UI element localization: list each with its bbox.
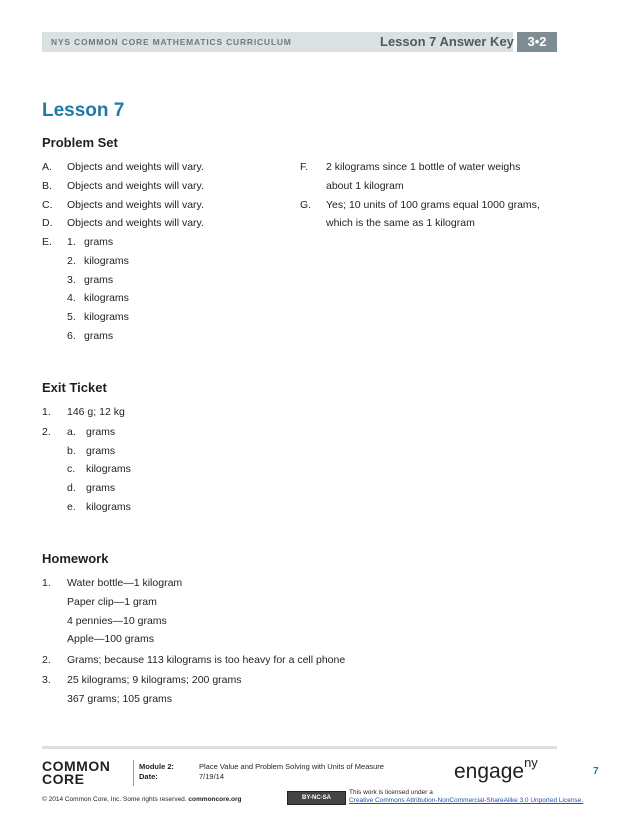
answer-key-title: Lesson 7 Answer Key [380,34,514,49]
sub-item-letter: c. [67,463,76,475]
sub-item-text: kilograms [84,255,129,267]
item-label: G. [300,199,312,211]
module-value: Place Value and Problem Solving with Units of Measure [199,762,384,771]
sub-item-letter: e. [67,501,76,513]
sub-item-text: grams [86,445,116,457]
sub-item-number: 5. [67,311,76,323]
curriculum-title: NYS COMMON CORE MATHEMATICS CURRICULUM [51,37,292,47]
date-label: Date: [139,772,158,781]
sub-item-text: kilograms [84,311,129,323]
sub-item-text: kilograms [86,501,131,513]
item-text: Grams; because 113 kilograms is too heavy for a cell phone [67,654,346,666]
lesson-title: Lesson 7 [42,100,125,121]
item-text: 25 kilograms; 9 kilograms; 200 grams [67,674,242,686]
sub-item-text: kilograms [84,292,129,304]
engage-sup: ny [524,755,538,770]
sub-item-text: grams [84,236,114,248]
item-text: Water bottle—1 kilogram [67,577,183,589]
sub-item-text: grams [84,274,114,286]
item-text: which is the same as 1 kilogram [326,217,475,229]
item-text: Objects and weights will vary. [67,161,204,173]
homework-title: Homework [42,551,109,566]
license-line-1: This work is licensed under a [349,789,433,796]
item-label: E. [42,236,52,248]
sub-item-text: grams [86,426,116,438]
sub-item-text: grams [84,330,114,342]
footer-divider [133,760,134,786]
license-block [349,789,583,805]
sub-item-number: 3. [67,274,76,286]
item-label: D. [42,217,53,229]
item-text: Paper clip—1 gram [67,596,157,608]
sub-item-text: grams [86,482,116,494]
engage-text: engage [454,760,525,783]
logo-line-1: COMMON [42,758,111,774]
problem-set-title: Problem Set [42,135,118,150]
item-text: Apple—100 grams [67,633,154,645]
item-label: 1. [42,577,51,589]
item-label: 2. [42,426,51,438]
item-text: Objects and weights will vary. [67,217,204,229]
grade-module-badge: 3•2 [517,32,557,52]
common-core-logo [42,760,110,786]
footer-rule [42,746,557,749]
item-text: Yes; 10 units of 100 grams equal 1000 grams, [326,199,540,211]
item-label: 1. [42,406,51,418]
sub-item-number: 2. [67,255,76,267]
item-text: Objects and weights will vary. [67,180,204,192]
item-text: 367 grams; 105 grams [67,693,173,705]
item-text: 2 kilograms since 1 bottle of water weighs [326,161,521,173]
sub-item-letter: d. [67,482,76,494]
item-label: A. [42,161,52,173]
sub-item-letter: b. [67,445,76,457]
item-text: Objects and weights will vary. [67,199,204,211]
cc-license-badge[interactable]: BY-NC-SA [287,791,346,805]
item-label: C. [42,199,53,211]
module-label: Module 2: [139,762,174,771]
copyright-site: commoncore.org [188,796,242,803]
sub-item-letter: a. [67,426,76,438]
page-number: 7 [593,766,599,777]
engageny-logo [454,755,538,784]
sub-item-number: 1. [67,236,76,248]
sub-item-text: kilograms [86,463,131,475]
copyright-line [42,795,242,804]
sub-item-number: 6. [67,330,76,342]
item-text: about 1 kilogram [326,180,404,192]
logo-line-2: CORE [42,771,85,787]
item-label: B. [42,180,52,192]
item-text: 146 g; 12 kg [67,406,125,418]
item-label: 2. [42,654,51,666]
date-value: 7/19/14 [199,772,225,781]
item-label: 3. [42,674,51,686]
item-text: 4 pennies—10 grams [67,615,167,627]
sub-item-number: 4. [67,292,76,304]
item-label: F. [300,161,309,173]
license-link[interactable]: Creative Commons Attribution-NonCommercial-ShareAlike 3.0 Unported License. [349,797,584,804]
copyright-text: © 2014 Common Core, Inc. Some rights reserved. [42,796,187,803]
exit-ticket-title: Exit Ticket [42,380,107,395]
